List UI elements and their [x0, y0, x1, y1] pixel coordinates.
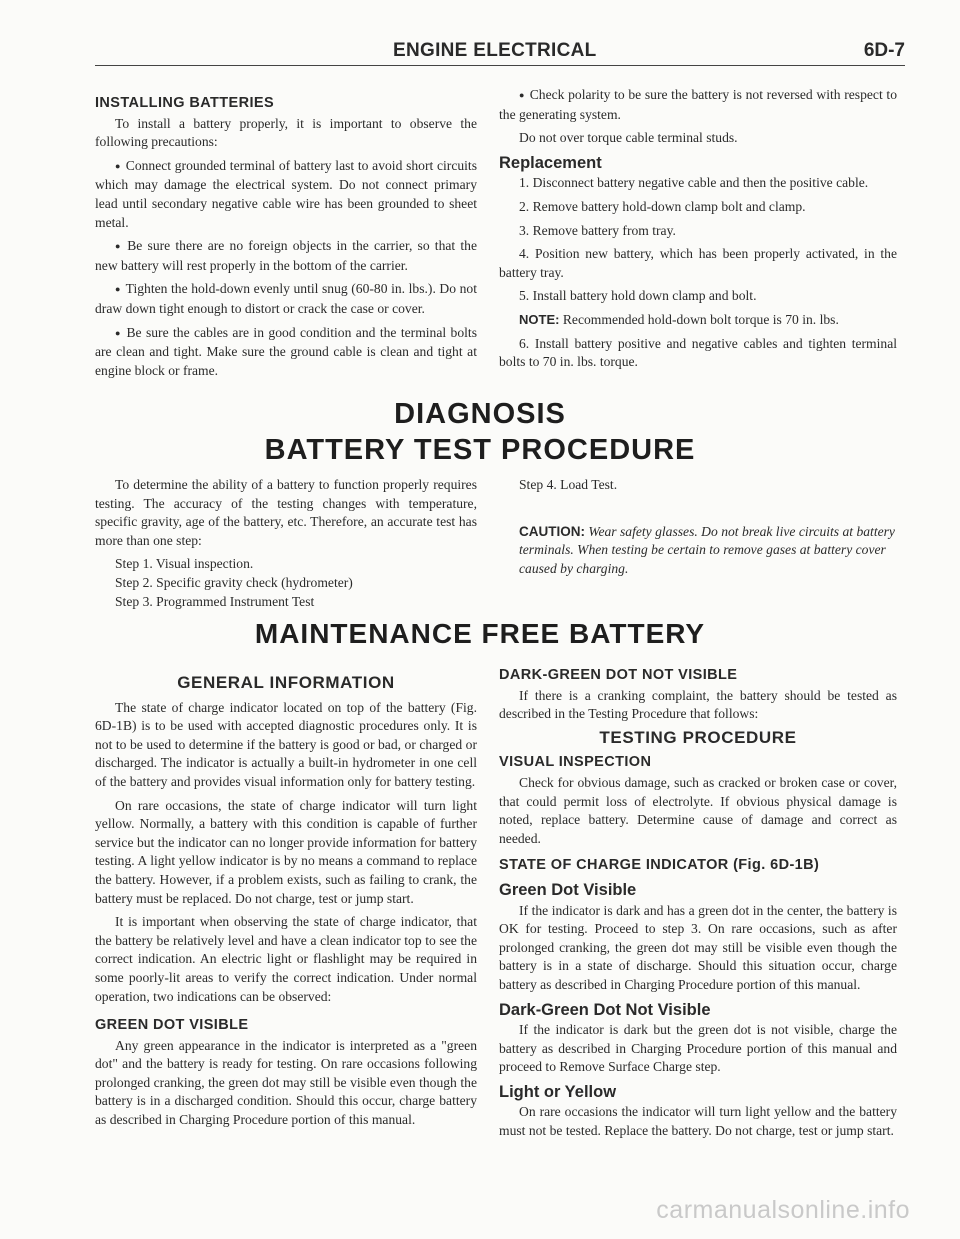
step-item: 2. Remove battery hold-down clamp bolt and clamp. [519, 198, 806, 214]
installing-heading: INSTALLING BATTERIES [95, 95, 275, 111]
bullet-item: ● Connect grounded terminal of battery last to avoid short circuits which may damage the electrical system. Do not connect primary lead until secondary negative cable wire has been grounded to sheet metal. [95, 157, 477, 232]
bullet-item: ● Be sure the cables are in good condition and the terminal bolts are clean and tight. Make sure the ground cable is clean and tight at engine block or frame. [95, 324, 477, 381]
green-dot-visible-text: If the indicator is dark and has a green dot in the center, the battery is OK for testing. Proceed to step 3. On rare occasions, such as after prolonged cranking, the green dot may still be visible even though the battery is in a state of discharge. Should this situation occur, charge battery as described in Charging Procedure portion of this manual. [499, 902, 897, 992]
general-paragraph: It is important when observing the state of charge indicator, that the battery be relatively level and have a clean indicator top to see the correct indication. An electric light or flashlight may be required in some poorly-lit areas to verify the correct indication. Under normal operation, two indications can be observed: [95, 914, 477, 1004]
note-label: NOTE: [519, 311, 560, 327]
battery-test-procedure-title: BATTERY TEST PROCEDURE [264, 434, 696, 466]
testing-column [499, 666, 897, 1146]
green-dot-visible-heading: Green Dot Visible [499, 880, 637, 899]
bullet-item: ● Tighten the hold-down evenly until snug (60-80 in. lbs.). Do not draw down tight enough to distort or crack the case or cover. [95, 280, 477, 318]
step-item: Step 1. Visual inspection. [115, 556, 254, 572]
visual-inspection-heading: VISUAL INSPECTION [499, 754, 652, 771]
light-yellow-heading: Light or Yellow [499, 1082, 617, 1101]
general-paragraph: On rare occasions, the state of charge indicator will turn light yellow. Normally, a battery with this condition is capable of further service but the indicator can no longer provide information for battery testing. A light yellow indicator is by no means a command to replace the battery. However, if a problem exists, such as failing to crank, the battery must be replaced. Do not charge, test or jump start. [95, 797, 477, 906]
testing-heading: TESTING PROCEDURE [599, 727, 797, 747]
installing-intro: To install a battery properly, it is important to observe the following precautions: [95, 115, 477, 150]
soc-heading: STATE OF CHARGE INDICATOR (Fig. 6D-1B) [499, 857, 820, 874]
caution-text: Wear safety glasses. Do not break live circuits at battery terminals. When testing be certain to remove gases at battery cover caused by charging. [519, 523, 895, 576]
section-title: ENGINE ELECTRICAL [393, 40, 597, 61]
diagnosis-left-column [95, 476, 477, 611]
diagnosis-intro: To determine the ability of a battery to function properly requires testing. The accuracy of the testing changes with temperature, specific gravity, age of the battery, etc. Therefore, an accurate test has more than one step: [95, 477, 477, 548]
caution [519, 523, 897, 579]
replacement-heading: Replacement [499, 153, 602, 172]
dark-green-dot-text: If the indicator is dark but the green dot is not visible, charge the battery as described in Charging Procedure portion of this manual and proceed to Remove Surface Charge step. [499, 1022, 897, 1075]
installing-batteries-column [95, 94, 477, 385]
step-item: 4. Position new battery, which has been properly activated, in the battery tray. [499, 246, 897, 280]
page-number: 6D-7 [863, 40, 905, 61]
general-heading: GENERAL INFORMATION [177, 673, 395, 692]
diagnosis-right-column [519, 476, 897, 583]
dark-green-text: If there is a cranking complaint, the battery should be tested as described in the Testing Procedure that follows: [499, 687, 897, 722]
bullet-item: ● Check polarity to be sure the battery is not reversed with respect to the generating system. [499, 86, 897, 124]
green-dot-heading: GREEN DOT VISIBLE [95, 1017, 249, 1034]
dark-green-dot-heading: Dark-Green Dot Not Visible [499, 1000, 711, 1019]
dark-green-heading: DARK-GREEN DOT NOT VISIBLE [499, 667, 738, 683]
step-item: 1. Disconnect battery negative cable and then the positive cable. [519, 175, 869, 191]
page-header [95, 40, 905, 66]
step-item: 5. Install battery hold down clamp and bolt. [519, 288, 757, 304]
note-text: Recommended hold-down bolt torque is 70 in. lbs. [562, 311, 839, 327]
step-item: 6. Install battery positive and negative cables and tighten terminal bolts to 70 in. lbs. torque. [499, 335, 897, 370]
header-rule [95, 65, 905, 66]
bullet-item: ● Be sure there are no foreign objects in the carrier, so that the new battery will rest properly in the bottom of the carrier. [95, 237, 477, 275]
replacement-column [499, 86, 897, 377]
mfb-title: MAINTENANCE FREE BATTERY [254, 618, 706, 649]
green-dot-text: Any green appearance in the indicator is interpreted as a "green dot" and the battery is ready for testing. On rare occasions following prolonged cranking, the green dot may still be visible even though the battery is in a discharged condition. Should this occur, charge battery as described in Charging Procedure portion of this manual. [95, 1037, 477, 1128]
light-yellow-text: On rare occasions the indicator will turn light yellow and the battery must not be tested. Replace the battery. Do not charge, test or jump start. [499, 1104, 897, 1139]
step-item: Step 2. Specific gravity check (hydrometer) [115, 574, 353, 590]
caution-label: CAUTION: [519, 523, 585, 539]
diagnosis-title: DIAGNOSIS [394, 398, 566, 430]
torque-text: Do not over torque cable terminal studs. [519, 130, 738, 146]
note [499, 311, 897, 330]
watermark: carmanualsonline.info [656, 1196, 910, 1224]
step-item: 3. Remove battery from tray. [519, 222, 676, 238]
general-information-column [95, 670, 477, 1135]
step-item: Step 3. Programmed Instrument Test [115, 593, 315, 609]
diagnosis-steps [95, 555, 477, 611]
visual-inspection-text: Check for obvious damage, such as cracked or broken case or cover, that could permit loss of electrolyte. If obvious physical damage is noted, replace battery. Determine cause of damage and correct as needed. [499, 774, 897, 846]
step-item: Step 4. Load Test. [519, 477, 618, 492]
general-paragraph: The state of charge indicator located on top of the battery (Fig. 6D-1B) is to be used with accepted diagnostic procedures only. It is not to be used to determine if the battery is good or bad, or charged or discharged. The indicator is actually a built-in hydrometer in one cell of the battery and provides visual information only for battery testing. [95, 699, 477, 789]
